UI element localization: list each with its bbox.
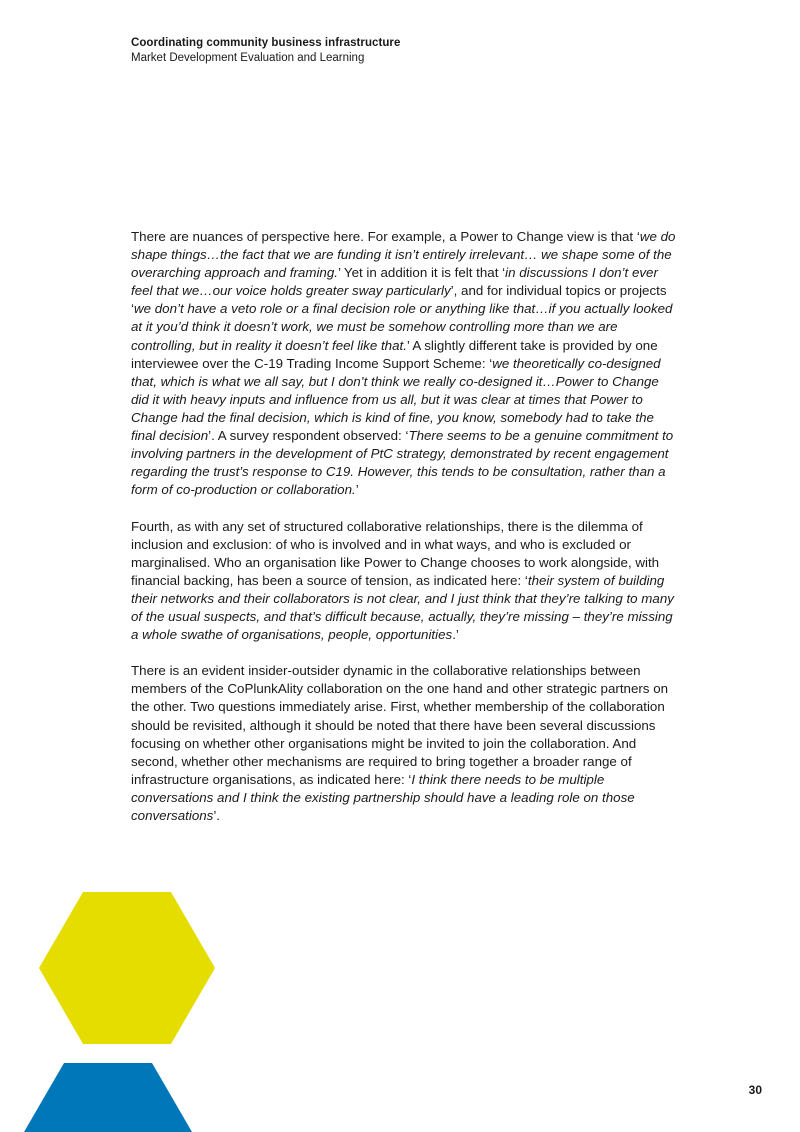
text-run: There is an evident insider-outsider dynamic in the collaborative relationships between members of the CoPlunkAlity collaboration on the one hand and other strategic partners on the other. Two questions immediately arise. First, whether membership of the collaboration should be revisited, although it should be noted that there have been several discussions focusing on whether other organisations might be invited to join the collaboration. And second, whether other mechanisms are required to bring together a broader range of infrastructure organisations, as indicated here: ‘ [131,663,669,787]
text-run: There are nuances of perspective here. For example, a Power to Change view is that ‘ [131,229,640,244]
text-run: .’ [452,627,459,643]
paragraph-3 [131,662,676,825]
paragraph-2 [131,518,676,645]
body-text [131,228,676,843]
text-run: ’. [213,808,221,823]
quote-run: we do shape things…the fact that we are funding it isn’t entirely irrelevant… we shape some of the overarching approach and framing. [131,229,676,281]
quote-run: in discussions I don’t ever feel that we…our voice holds greater sway particularly [131,265,658,299]
header-title: Coordinating community business infrastructure [131,37,401,49]
page-header [131,36,400,66]
blue-hexagon-decoration [24,1063,192,1132]
quote-run: we don’t have a veto role or a final decision role or anything like that…if you actually looked at it you’d think it doesn’t work, we must be somehow controlling more than we are controlling, but in reality it doesn’t feel like that. [131,301,673,353]
quote-run: we theoretically co-designed that, which is what we all say, but I don’t think we really co-designed it…Power to Change did it with heavy inputs and influence from us all, but it was clear at times that Power to Change had the final decision, which is kind of fine, you know, somebody had to take the final decision [131,355,661,444]
text-run: ’ [355,482,359,498]
paragraph-1 [131,228,676,499]
text-run: Fourth, as with any set of structured collaborative relationships, there is the dilemma of inclusion and exclusion: of who is involved and in what ways, and who is excluded or marginalised. Who an organisation like Power to Change chooses to work alongside, with financial backing, has been a source of tension, as indicated here: ‘ [131,518,660,588]
quote-run: There seems to be a genuine commitment to involving partners in the development of PtC strategy, demonstrated by recent engagement regarding the trust’s response to C19. However, this tends to be consultation, rather than a form of co-production or collaboration. [131,428,674,498]
yellow-hexagon-decoration [39,892,215,1044]
header-subtitle: Market Development Evaluation and Learning [131,52,365,64]
text-run: ’, and for individual topics or projects ‘ [131,283,667,317]
page-number: 30 [748,1083,762,1097]
text-run: ’ Yet in addition it is felt that ‘ [337,265,506,281]
text-run: ’. A survey respondent observed: ‘ [208,428,409,444]
text-run: ’ A slightly different take is provided by one interviewee over the C-19 Trading Income Support Scheme: ‘ [131,337,658,371]
quote-run: I think there needs to be multiple conversations and I think the existing partnership should have a leading role on those conversations [131,771,635,823]
quote-run: their system of building their networks and their collaborators is not clear, and I just think that they’re talking to many of the usual suspects, and that’s difficult because, actually, they’re missing – they’re missing a whole swathe of organisations, people, opportunities [131,572,674,643]
